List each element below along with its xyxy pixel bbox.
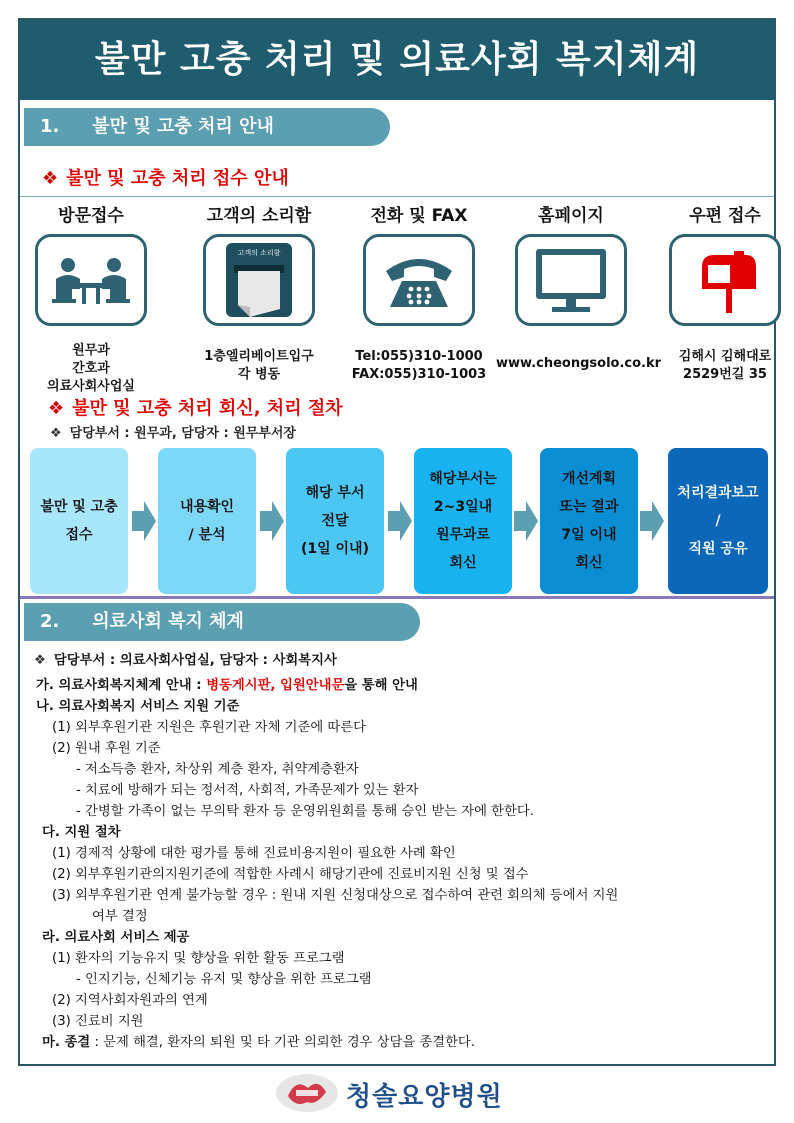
welfare-line: 여부 결정 [92,909,148,924]
channel-info-line: FAX:055)310-1003 [351,367,487,382]
welfare-line: - 저소득층 환자, 차상위 계층 환자, 취약계층환자 [76,762,359,777]
channel-info-line: 1층엘리베이트입구 [204,349,314,364]
step-line: 회신 [449,555,477,571]
welfare-dept-text: 담당부서 : 의료사회사업실, 담당자 : 사회복지사 [53,653,337,668]
welfare-item-ma [30,1032,770,1053]
homepage-url[interactable]: www.cheongsolo.co.kr [496,356,662,371]
welfare-line: - 치료에 방해가 되는 정서적, 사회적, 가족문제가 있는 환자 [76,783,419,798]
suggestion-box-icon-text: 고객의 소리함 [237,249,281,257]
meeting-icon [35,234,147,326]
suggestion-box-icon [203,234,315,326]
process-heading [48,394,343,420]
step-line: 해당부서는 [429,471,497,487]
channel-homepage-info [496,355,662,373]
process-subheading [50,422,296,441]
channel-info-line: 2529번길 35 [683,367,767,382]
channel-mail [650,204,794,384]
diamond-bullet-icon: ❖ [34,653,46,668]
arrow-right-icon [132,501,156,541]
step-line: 개선계획 [561,471,617,487]
welfare-line: (3) 진료비 지원 [52,1014,144,1029]
channel-info-line: 김해시 김해대로 [678,349,772,364]
process-step-2 [158,448,256,594]
welfare-line: (2) 원내 후원 기준 [52,741,161,756]
ma-head: 마. 종결 [42,1035,91,1050]
channel-mail-info [650,348,794,384]
ga-highlight: 병동게시판, 입원안내문 [206,678,345,693]
step-line: 전달 [321,513,349,529]
section-divider [20,596,774,599]
channel-homepage-label: 홈페이지 [538,206,604,226]
step-line: 또는 결과 [559,499,619,515]
channel-mail-label: 우편 접수 [689,206,761,226]
channel-visit-info [16,342,166,396]
step-line: 회신 [575,555,603,571]
process-step-6 [668,448,768,594]
hospital-logo-icon [274,1072,340,1114]
step-line: 접수 [65,527,93,543]
page-frame [18,18,776,1066]
section2-header [24,603,420,641]
channel-homepage [496,204,662,373]
step-line: 원무과로 [435,527,491,543]
ga-suffix: 을 통해 안내 [344,678,418,693]
ga-prefix: 가. 의료사회복지체계 안내 : [36,678,207,693]
channel-info-line: 원무과 [72,343,110,358]
channel-suggestion-info [184,348,334,384]
welfare-line: (2) 외부후원기관의지원기준에 적합한 사례시 해당기관에 진료비지원 신청 및 접수 [52,867,529,882]
diamond-bullet-icon: ❖ [48,398,65,419]
process-step-4 [414,448,512,594]
section1-title: 불만 및 고충 처리 안내 [92,116,274,137]
ma-text: : 문제 해결, 환자의 퇴원 및 타 기관 의뢰한 경우 상담을 종결한다. [90,1035,475,1050]
welfare-line: (1) 경제적 상황에 대한 평가를 통해 진료비용지원이 필요한 사례 확인 [52,846,456,861]
step-line: 해당 부서 [305,485,365,501]
welfare-line: (3) 외부후원기관 연계 불가능할 경우 : 원내 지원 신청대상으로 접수하여 관련 회의체 등에서 지원 [52,888,619,903]
section2-number: 2. [40,611,60,632]
page-title: 불만 고충 처리 및 의료사회 복지체계 [20,20,774,100]
reception-heading [42,164,289,190]
process-step-1 [30,448,128,594]
process-step-5 [540,448,638,594]
step-line: / 분석 [188,527,226,543]
step-line: 내용확인 [179,499,235,515]
channel-info-line: 각 병동 [237,367,281,382]
footer [0,1068,794,1118]
welfare-text-block [30,650,770,1053]
section2-title: 의료사회 복지 체계 [92,611,244,632]
section1-number: 1. [40,116,60,137]
arrow-right-icon [640,501,664,541]
welfare-line: - 간병할 가족이 없는 무의탁 환자 등 운영위원회를 통해 승인 받는 자에 한한다. [76,804,534,819]
welfare-item-na: 나. 의료사회복지 서비스 지원 기준 [36,699,240,714]
arrow-right-icon [260,501,284,541]
diamond-bullet-icon: ❖ [42,168,59,189]
reception-heading-text: 불만 및 고충 처리 접수 안내 [66,168,289,189]
arrow-right-icon [514,501,538,541]
channel-info-line: Tel:055)310-1000 [355,349,483,364]
diamond-bullet-icon: ❖ [50,426,62,441]
channel-phone-info [344,348,494,384]
welfare-item-ga [30,675,770,696]
welfare-line: (1) 환자의 기능유지 및 향상을 위한 활동 프로그램 [52,951,345,966]
welfare-item-ra: 라. 의료사회 서비스 제공 [42,930,190,945]
channel-visit [16,204,166,396]
step-line: / [715,513,721,529]
hospital-name: 청솔요양병원 [346,1082,503,1112]
step-line: 7일 이내 [561,527,617,543]
step-line: 처리결과보고 [677,485,759,501]
channel-visit-label: 방문접수 [58,206,124,226]
step-line: (1일 이내) [301,541,369,557]
hospital-logo [274,1072,534,1114]
welfare-item-da: 다. 지원 절차 [42,825,121,840]
step-line: 불만 및 고충 [40,499,118,515]
welfare-line: (1) 외부후원기관 지원은 후원기관 자체 기준에 따른다 [52,720,366,735]
step-line: 2~3일내 [433,499,493,515]
welfare-dept-line [30,650,770,671]
mailbox-icon [669,234,781,326]
process-subheading-text: 담당부서 : 원무과, 담당자 : 원무부서장 [69,426,296,441]
welfare-line: - 인지기능, 신체기능 유지 및 향상을 위한 프로그램 [76,972,372,987]
arrow-right-icon [388,501,412,541]
monitor-icon [515,234,627,326]
channel-suggestion-label: 고객의 소리함 [206,206,312,226]
channel-info-line: 의료사회사업실 [47,379,135,394]
channel-phone-fax [344,204,494,384]
telephone-icon [363,234,475,326]
channel-phone-label: 전화 및 FAX [370,206,468,226]
step-line: 직원 공유 [688,541,748,557]
channel-info-line: 간호과 [72,361,110,376]
section1-header [24,108,390,146]
channel-suggestion-box [184,204,334,384]
process-step-3 [286,448,384,594]
welfare-line: (2) 지역사회자원과의 연계 [52,993,208,1008]
process-heading-text: 불만 및 고충 처리 회신, 처리 절차 [72,398,343,419]
